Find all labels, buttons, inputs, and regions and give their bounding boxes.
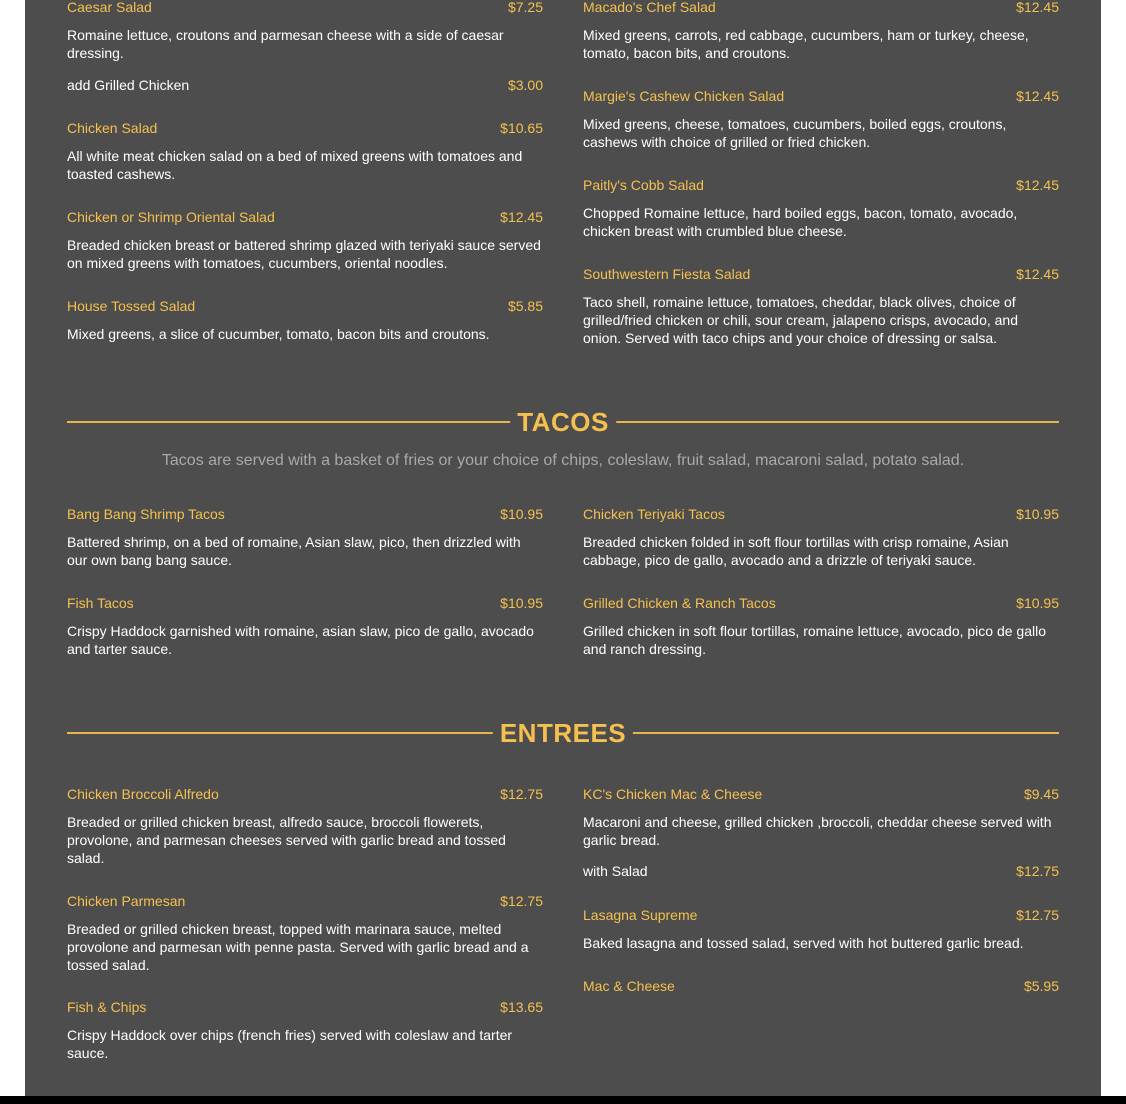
- item-description: Macaroni and cheese, grilled chicken ,broccoli, cheddar cheese served with garlic bread.: [583, 814, 1052, 848]
- menu-item-fish-tacos: [67, 595, 543, 658]
- item-description: Taco shell, romaine lettuce, tomatoes, cheddar, black olives, choice of grilled/fried chicken or chili, sour cream, jalapeno crisps, avocado, and onion. Served with taco chips and your choice of dressing or salsa.: [583, 294, 1018, 346]
- item-name: Margie's Cashew Chicken Salad: [583, 88, 785, 104]
- item-price: $12.45: [1016, 88, 1059, 104]
- item-name: House Tossed Salad: [67, 298, 196, 314]
- menu-item-chicken-broccoli-alfredo: [67, 786, 543, 867]
- item-description: Baked lasagna and tossed salad, served with hot buttered garlic bread.: [583, 935, 1024, 951]
- item-price: $12.45: [1016, 0, 1059, 15]
- menu-item-with-salad: [583, 863, 1059, 879]
- item-name: Chicken Broccoli Alfredo: [67, 786, 219, 802]
- item-price: $5.85: [507, 298, 543, 314]
- item-price: $10.95: [500, 506, 543, 522]
- bottom-bar: [0, 1096, 1126, 1104]
- item-description: Chopped Romaine lettuce, hard boiled eggs, bacon, tomato, avocado, chicken breast with crumbled blue cheese.: [583, 205, 1018, 239]
- item-name: Mac & Cheese: [583, 978, 675, 994]
- menu-item-bang-bang-shrimp-tacos: [67, 506, 543, 569]
- menu-item-chicken-teriyaki-tacos: [583, 506, 1059, 569]
- item-name: Caesar Salad: [67, 0, 152, 15]
- item-name: Lasagna Supreme: [583, 907, 698, 923]
- item-price: $10.95: [1016, 506, 1059, 522]
- item-price: $12.75: [500, 893, 543, 909]
- menu-item-kc-chicken-mac-cheese: [583, 786, 1059, 849]
- item-price: $10.95: [1016, 595, 1059, 611]
- menu-item-add-grilled-chicken: [67, 77, 543, 93]
- menu-item-cobb-salad: [583, 177, 1059, 240]
- item-description: Romaine lettuce, croutons and parmesan cheese with a side of caesar dressing.: [67, 27, 504, 61]
- item-description: All white meat chicken salad on a bed of mixed greens with tomatoes and toasted cashews.: [67, 148, 523, 182]
- menu-item-chef-salad: [583, 0, 1059, 62]
- tacos-note: Tacos are served with a basket of fries or your choice of chips, coleslaw, fruit salad, macaroni salad, potato salad.: [161, 452, 965, 469]
- item-name: Fish & Chips: [67, 999, 147, 1015]
- item-description: Grilled chicken in soft flour tortillas, romaine lettuce, avocado, pico de gallo and ranch dressing.: [583, 623, 1047, 657]
- menu-item-grilled-chicken-ranch-tacos: [583, 595, 1059, 658]
- item-price: $12.45: [500, 209, 543, 225]
- item-name: add Grilled Chicken: [67, 77, 190, 93]
- item-price: $9.45: [1023, 786, 1059, 802]
- tacos-section-header: [67, 404, 1059, 444]
- menu-item-mac-and-cheese: [583, 978, 1059, 994]
- item-name: Grilled Chicken & Ranch Tacos: [583, 595, 776, 611]
- item-price: $12.45: [1016, 177, 1059, 193]
- item-price: $5.95: [1023, 978, 1059, 994]
- section-title: TACOS: [510, 404, 616, 440]
- item-price: $10.95: [500, 595, 543, 611]
- item-price: $7.25: [507, 0, 543, 15]
- item-name: Chicken Parmesan: [67, 893, 186, 909]
- menu-item-house-tossed-salad: [67, 298, 543, 343]
- item-name: Chicken Salad: [67, 120, 158, 136]
- item-name: with Salad: [583, 863, 648, 879]
- item-name: Southwestern Fiesta Salad: [583, 266, 751, 282]
- item-description: Mixed greens, carrots, red cabbage, cucumbers, ham or turkey, cheese, tomato, bacon bits, and croutons.: [583, 27, 1029, 61]
- item-name: Chicken Teriyaki Tacos: [583, 506, 725, 522]
- menu-item-oriental-salad: [67, 209, 543, 272]
- item-description: Crispy Haddock garnished with romaine, asian slaw, pico de gallo, avocado and tarter sauce.: [67, 623, 534, 657]
- item-name: Macado's Chef Salad: [583, 0, 716, 15]
- item-name: Chicken or Shrimp Oriental Salad: [67, 209, 275, 225]
- item-price: $12.75: [1016, 907, 1059, 923]
- item-price: $3.00: [507, 77, 543, 93]
- item-description: Mixed greens, a slice of cucumber, tomato, bacon bits and croutons.: [67, 326, 490, 342]
- item-price: $10.65: [500, 120, 543, 136]
- item-description: Battered shrimp, on a bed of romaine, Asian slaw, pico, then drizzled with our own bang bang sauce.: [67, 534, 521, 568]
- item-description: Breaded or grilled chicken breast, alfredo sauce, broccoli flowerets, provolone, and parmesan cheeses served with garlic bread and tossed salad.: [67, 814, 506, 866]
- menu-item-cashew-chicken-salad: [583, 88, 1059, 151]
- item-price: $12.75: [1016, 863, 1059, 879]
- item-description: Breaded chicken breast or battered shrimp glazed with teriyaki sauce served on mixed greens with tomatoes, cucumbers, oriental noodles.: [67, 237, 541, 271]
- item-price: $13.65: [500, 999, 543, 1015]
- menu-item-southwestern-salad: [583, 266, 1059, 347]
- item-name: Fish Tacos: [67, 595, 134, 611]
- item-price: $12.45: [1016, 266, 1059, 282]
- item-price: $12.75: [500, 786, 543, 802]
- section-title: ENTREES: [493, 715, 633, 751]
- entrees-section-header: [67, 715, 1059, 755]
- item-description: Mixed greens, cheese, tomatoes, cucumbers, boiled eggs, croutons, cashews with choice of grilled or fried chicken.: [583, 116, 1007, 150]
- item-name: Paitly's Cobb Salad: [583, 177, 704, 193]
- menu-item-caesar-salad: [67, 0, 543, 62]
- item-name: Bang Bang Shrimp Tacos: [67, 506, 225, 522]
- menu-item-fish-and-chips: [67, 999, 543, 1062]
- item-description: Crispy Haddock over chips (french fries) served with coleslaw and tarter sauce.: [67, 1027, 513, 1061]
- menu-item-chicken-salad: [67, 120, 543, 183]
- item-name: KC's Chicken Mac & Cheese: [583, 786, 763, 802]
- menu-item-lasagna-supreme: [583, 907, 1059, 952]
- item-description: Breaded or grilled chicken breast, topped with marinara sauce, melted provolone and parmesan with penne pasta. Served with garlic bread and a tossed salad.: [67, 921, 529, 973]
- menu-item-chicken-parmesan: [67, 893, 543, 974]
- item-description: Breaded chicken folded in soft flour tortillas with crisp romaine, Asian cabbage, pico de gallo, avocado and a drizzle of teriyaki sauce.: [583, 534, 1009, 568]
